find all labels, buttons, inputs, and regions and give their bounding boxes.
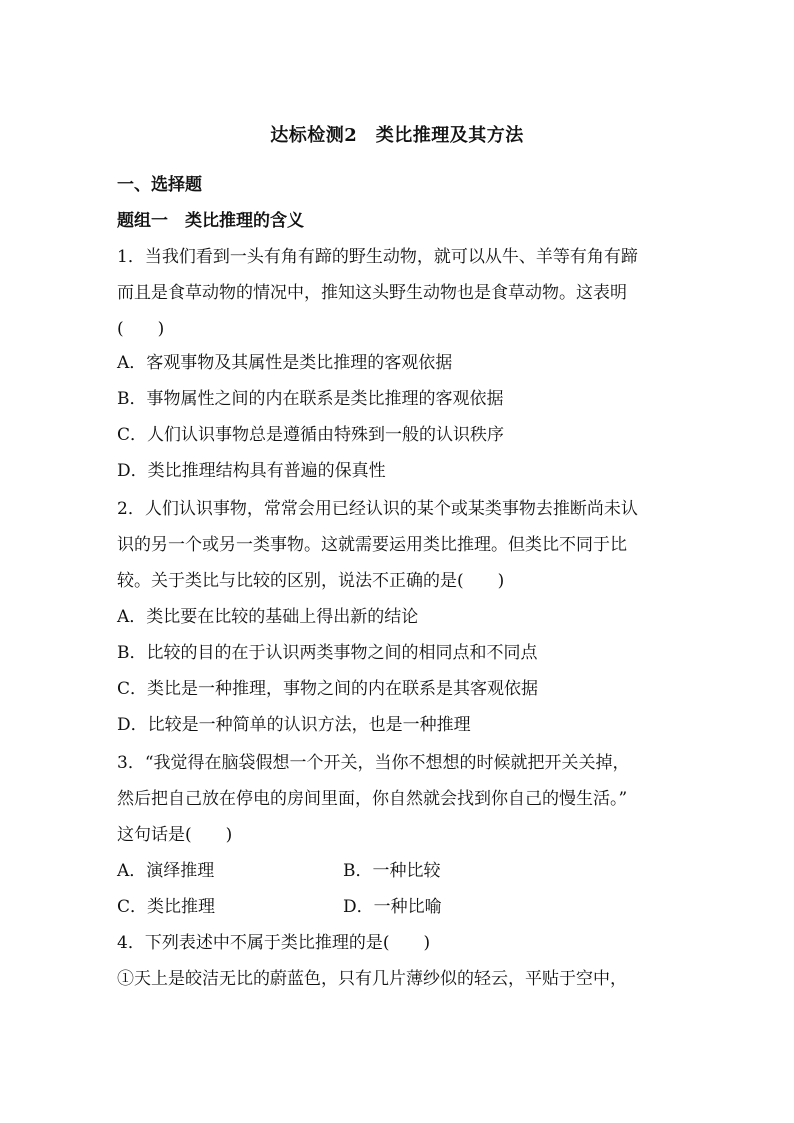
- q1-option-b: B．事物属性之间的内在联系是类比推理的客观依据: [117, 389, 504, 409]
- q4-stem-line2: ①天上是皎洁无比的蔚蓝色，只有几片薄纱似的轻云，平贴于空中，: [117, 969, 627, 989]
- q3-option-b: B．一种比较: [343, 861, 441, 881]
- q1-option-c: C．人们认识事物总是遵循由特殊到一般的认识秩序: [117, 425, 505, 445]
- q4-stem-line1: 4．下列表述中不属于类比推理的是( ): [117, 933, 431, 953]
- q2-option-c: C．类比是一种推理，事物之间的内在联系是其客观依据: [117, 679, 539, 699]
- group-heading: 题组一 类比推理的含义: [117, 211, 304, 231]
- q3-stem-line1: 3．“我觉得在脑袋假想一个开关，当你不想想的时候就把开关关掉，: [117, 753, 630, 773]
- q3-stem-line2: 然后把自己放在停电的房间里面，你自然就会找到你自己的慢生活。”: [117, 789, 628, 809]
- q3-option-c: C．类比推理: [117, 897, 216, 917]
- q1-option-d: D．类比推理结构具有普遍的保真性: [117, 461, 386, 481]
- q2-stem-line2: 识的另一个或另一类事物。这就需要运用类比推理。但类比不同于比: [117, 535, 627, 555]
- q1-option-a: A．客观事物及其属性是类比推理的客观依据: [117, 353, 453, 373]
- q3-option-a: A．演绎推理: [117, 861, 215, 881]
- page-title: 达标检测2 类比推理及其方法: [270, 125, 524, 146]
- q1-stem-line3: ( ): [117, 319, 165, 339]
- q3-stem-line3: 这句话是( ): [117, 825, 233, 845]
- q2-option-a: A．类比要在比较的基础上得出新的结论: [117, 607, 419, 627]
- q2-option-b: B．比较的目的在于认识两类事物之间的相同点和不同点: [117, 643, 538, 663]
- q1-stem-line1: 1．当我们看到一头有角有蹄的野生动物，就可以从牛、羊等有角有蹄: [117, 247, 638, 267]
- section-heading: 一、选择题: [117, 175, 202, 195]
- q2-stem-line3: 较。关于类比与比较的区别，说法不正确的是( ): [117, 571, 505, 591]
- q2-option-d: D．比较是一种简单的认识方法，也是一种推理: [117, 715, 471, 735]
- q3-option-d: D．一种比喻: [343, 897, 442, 917]
- q2-stem-line1: 2．人们认识事物，常常会用已经认识的某个或某类事物去推断尚未认: [117, 499, 638, 519]
- q1-stem-line2: 而且是食草动物的情况中，推知这头野生动物也是食草动物。这表明: [117, 283, 627, 303]
